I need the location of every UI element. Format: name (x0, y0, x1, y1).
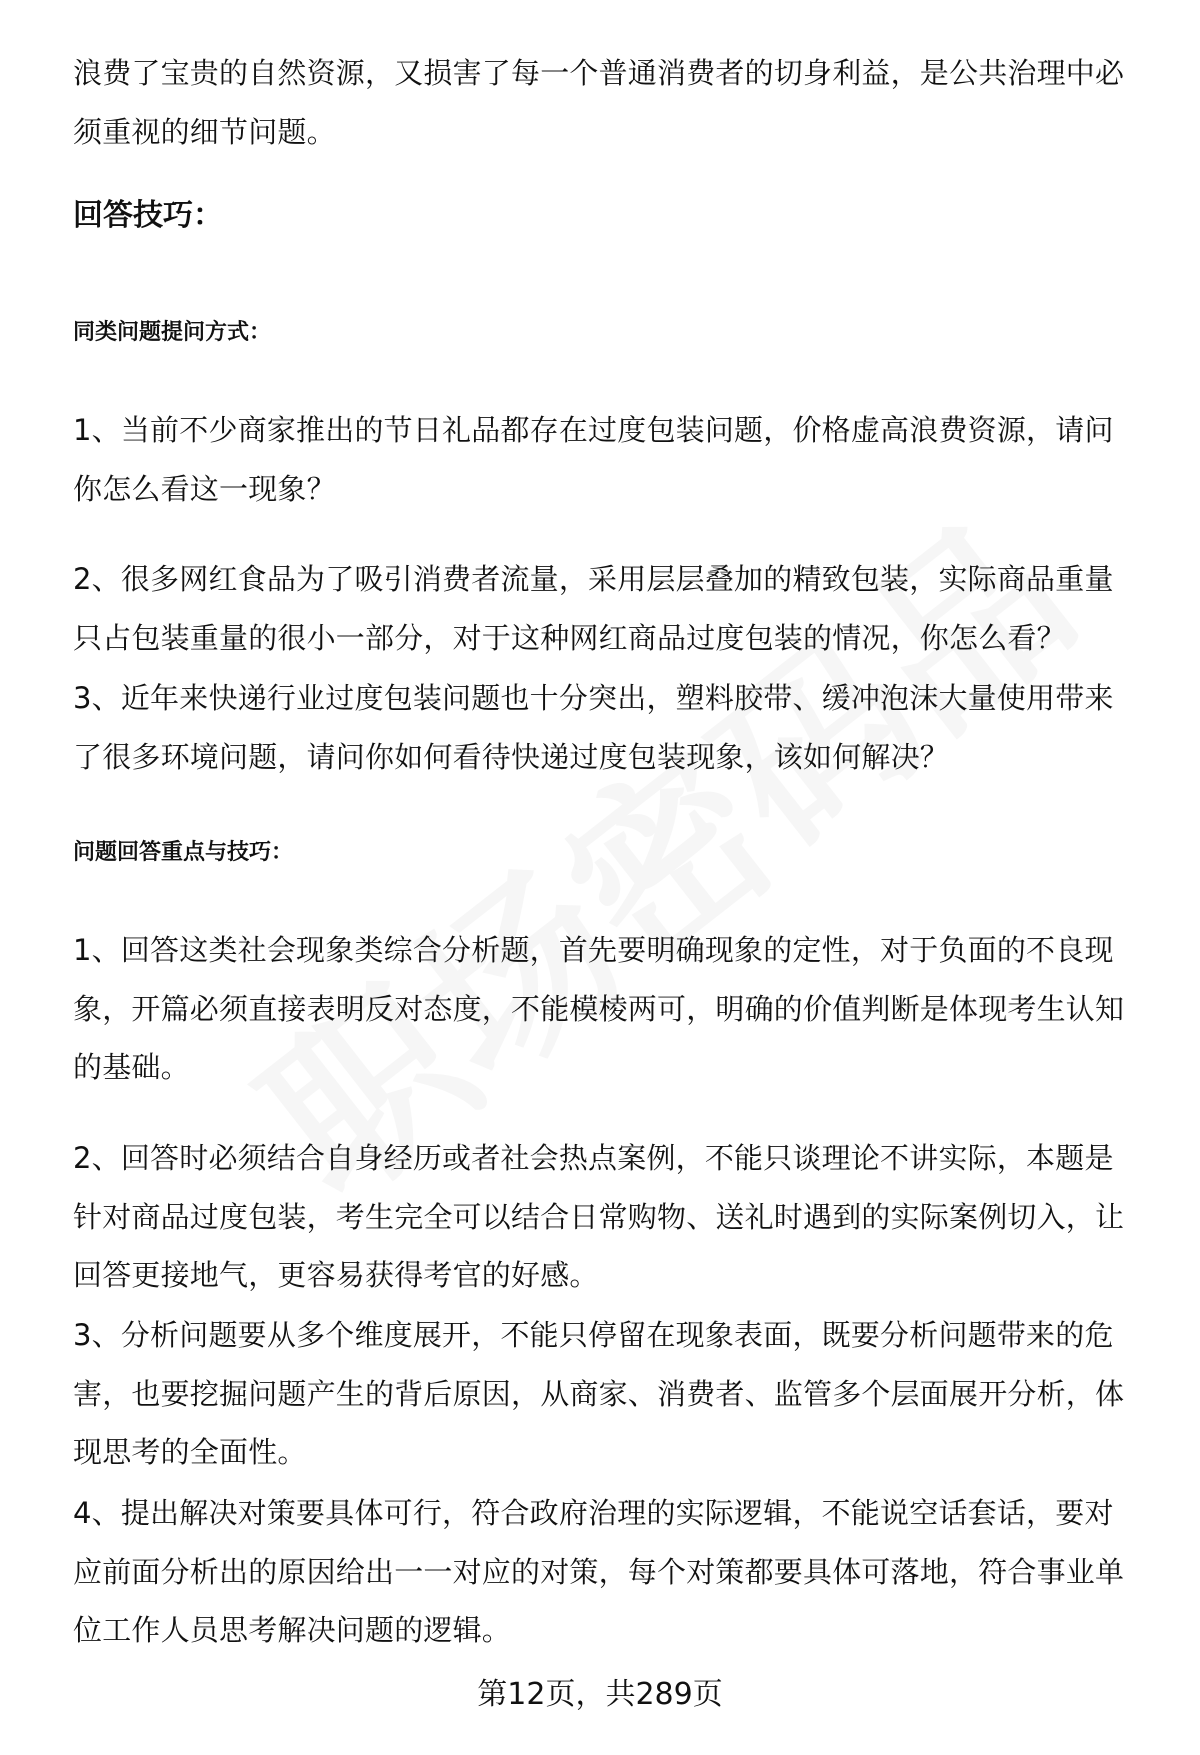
similar-question-item: 3、近年来快递行业过度包装问题也十分突出，塑料胶带、缓冲泡沫大量使用带来了很多环境问题，请问你如何看待快递过度包装现象，该如何解决？ (73, 681, 1114, 774)
key-point-item: 4、提出解决对策要具体可行，符合政府治理的实际逻辑，不能说空话套话，要对应前面分析出的原因给出一一对应的对策，每个对策都要具体可落地，符合事业单位工作人员思考解决问题的逻辑。 (73, 1496, 1125, 1647)
key-point-item: 2、回答时必须结合自身经历或者社会热点案例，不能只谈理论不讲实际，本题是针对商品过度包装，考生完全可以结合日常购物、送礼时遇到的实际案例切入，让回答更接地气，更容易获得考官的好感。 (73, 1141, 1125, 1292)
key-point-item: 1、回答这类社会现象类综合分析题，首先要明确现象的定性，对于负面的不良现象，开篇必须直接表明反对态度，不能模棱两可，明确的价值判断是体现考生认知的基础。 (73, 933, 1125, 1084)
page-indicator: 第12页，共289页 (477, 1677, 723, 1712)
section-heading: 回答技巧： (73, 198, 223, 233)
key-points-heading: 问题回答重点与技巧： (73, 840, 294, 865)
similar-question-item: 2、很多网红食品为了吸引消费者流量，采用层层叠加的精致包装，实际商品重量只占包装重量的很小一部分，对于这种网红商品过度包装的情况，你怎么看？ (73, 562, 1114, 655)
intro-paragraph: 浪费了宝贵的自然资源，又损害了每一个普通消费者的切身利益，是公共治理中必须重视的细节问题。 (73, 56, 1125, 149)
similar-question-item: 1、当前不少商家推出的节日礼品都存在过度包装问题，价格虚高浪费资源，请问你怎么看这一现象？ (73, 413, 1114, 506)
similar-questions-heading: 同类问题提问方式： (73, 320, 272, 345)
key-point-item: 3、分析问题要从多个维度展开，不能只停留在现象表面，既要分析问题带来的危害，也要挖掘问题产生的背后原因，从商家、消费者、监管多个层面展开分析，体现思考的全面性。 (73, 1318, 1125, 1469)
